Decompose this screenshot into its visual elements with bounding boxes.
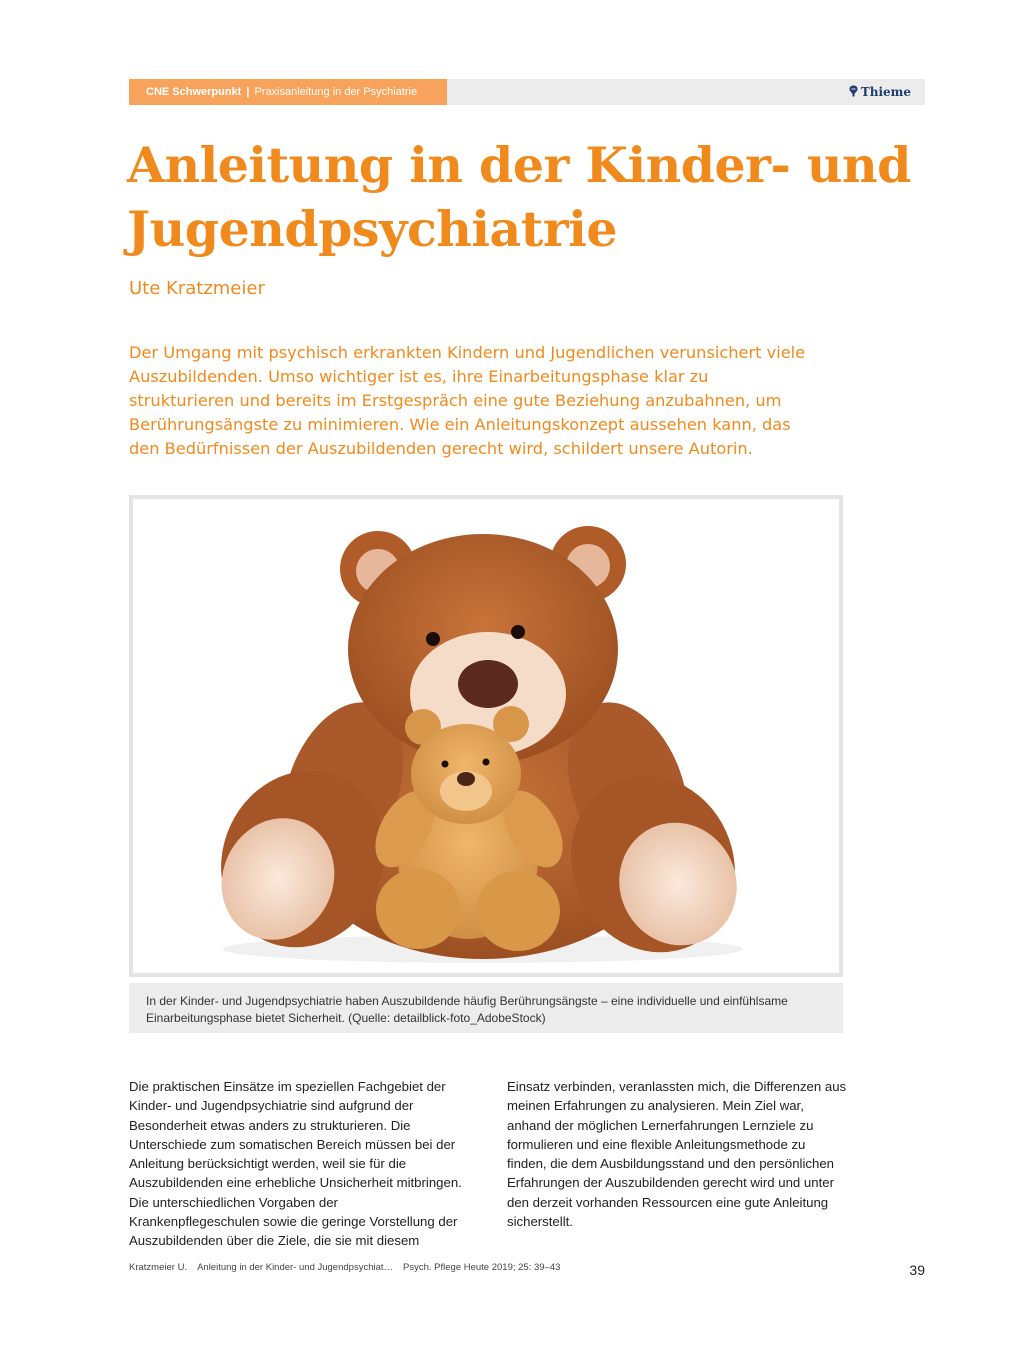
article-title: Anleitung in der Kinder- und Jugendpsychiatrie xyxy=(127,136,911,258)
running-header xyxy=(129,79,925,105)
page-number: 39 xyxy=(909,1262,925,1278)
section-tag xyxy=(129,79,447,105)
body-column-left: Die praktischen Einsätze im speziellen Fachgebiet der Kinder- und Jugendpsychiatrie sind aufgrund der Besonderheit etwas anders zu strukturieren. Die Unterschiede zum somatischen Bereich müssen bei der Anleitung berücksichtigt werden, weil sie für die Auszubildenden eine erhebliche Unsicherheit mitbringen. Die unterschiedlichen Vorgaben der Krankenpflegeschulen sowie die geringe Vorstellung der Auszubildenden über die Ziele, die sie mit diesem xyxy=(129,1079,462,1249)
publisher-name: Thieme xyxy=(860,85,911,99)
citation-journal: Psych. Pflege Heute 2019; 25: 39–43 xyxy=(403,1262,561,1273)
body-column-right: Einsatz verbinden, veranlassten mich, die Differenzen aus meinen Erfahrungen zu analysieren. Mein Ziel war, anhand der möglichen Lernerfahrungen Lernziele zu formulieren und eine flexible Anleitungsmethode zu finden, die dem Ausbildungsstand und den persönlichen Erfahrungen der Auszubildenden gerecht wird und unter den derzeit vorhanden Ressourcen eine gute Anleitung sicherstellt. xyxy=(507,1079,847,1230)
thieme-logo-icon xyxy=(849,85,858,97)
big-bear-eye-right xyxy=(511,625,525,639)
big-bear-nose xyxy=(458,660,518,708)
small-bear-nose xyxy=(457,772,475,786)
article-figure xyxy=(129,495,843,977)
teddy-bears-photo xyxy=(133,499,839,973)
article-lead: Der Umgang mit psychisch erkrankten Kindern und Jugendlichen verunsichert viele Auszubildenden. Umso wichtiger ist es, ihre Einarbeitungsphase klar zu strukturieren und bereits im Erstgespräch eine gute Beziehung anzubahnen, um Berührungsängste zu minimieren. Wie ein Anleitungskonzept aussehen kann, das den Bedürfnissen der Auszubildenden gerecht wird, schildert unsere Autorin. xyxy=(129,343,806,458)
citation-author: Kratzmeier U. xyxy=(129,1262,188,1273)
footer-citation xyxy=(129,1262,560,1273)
section-separator: | xyxy=(246,86,250,98)
publisher-logo xyxy=(849,79,911,105)
big-bear-eye-left xyxy=(426,632,440,646)
section-label: CNE Schwerpunkt xyxy=(146,86,242,98)
citation-title: Anleitung in der Kinder- und Jugendpsychiat… xyxy=(197,1262,394,1273)
topic-label: Praxisanleitung in der Psychiatrie xyxy=(254,86,418,98)
figure-caption: In der Kinder- und Jugendpsychiatrie haben Auszubildende häufig Berührungsängste – eine individuelle und einfühlsame Einarbeitungsphase bietet Sicherheit. (Quelle: detailblick-foto_AdobeStock) xyxy=(129,983,843,1033)
article-author: Ute Kratzmeier xyxy=(129,278,265,299)
